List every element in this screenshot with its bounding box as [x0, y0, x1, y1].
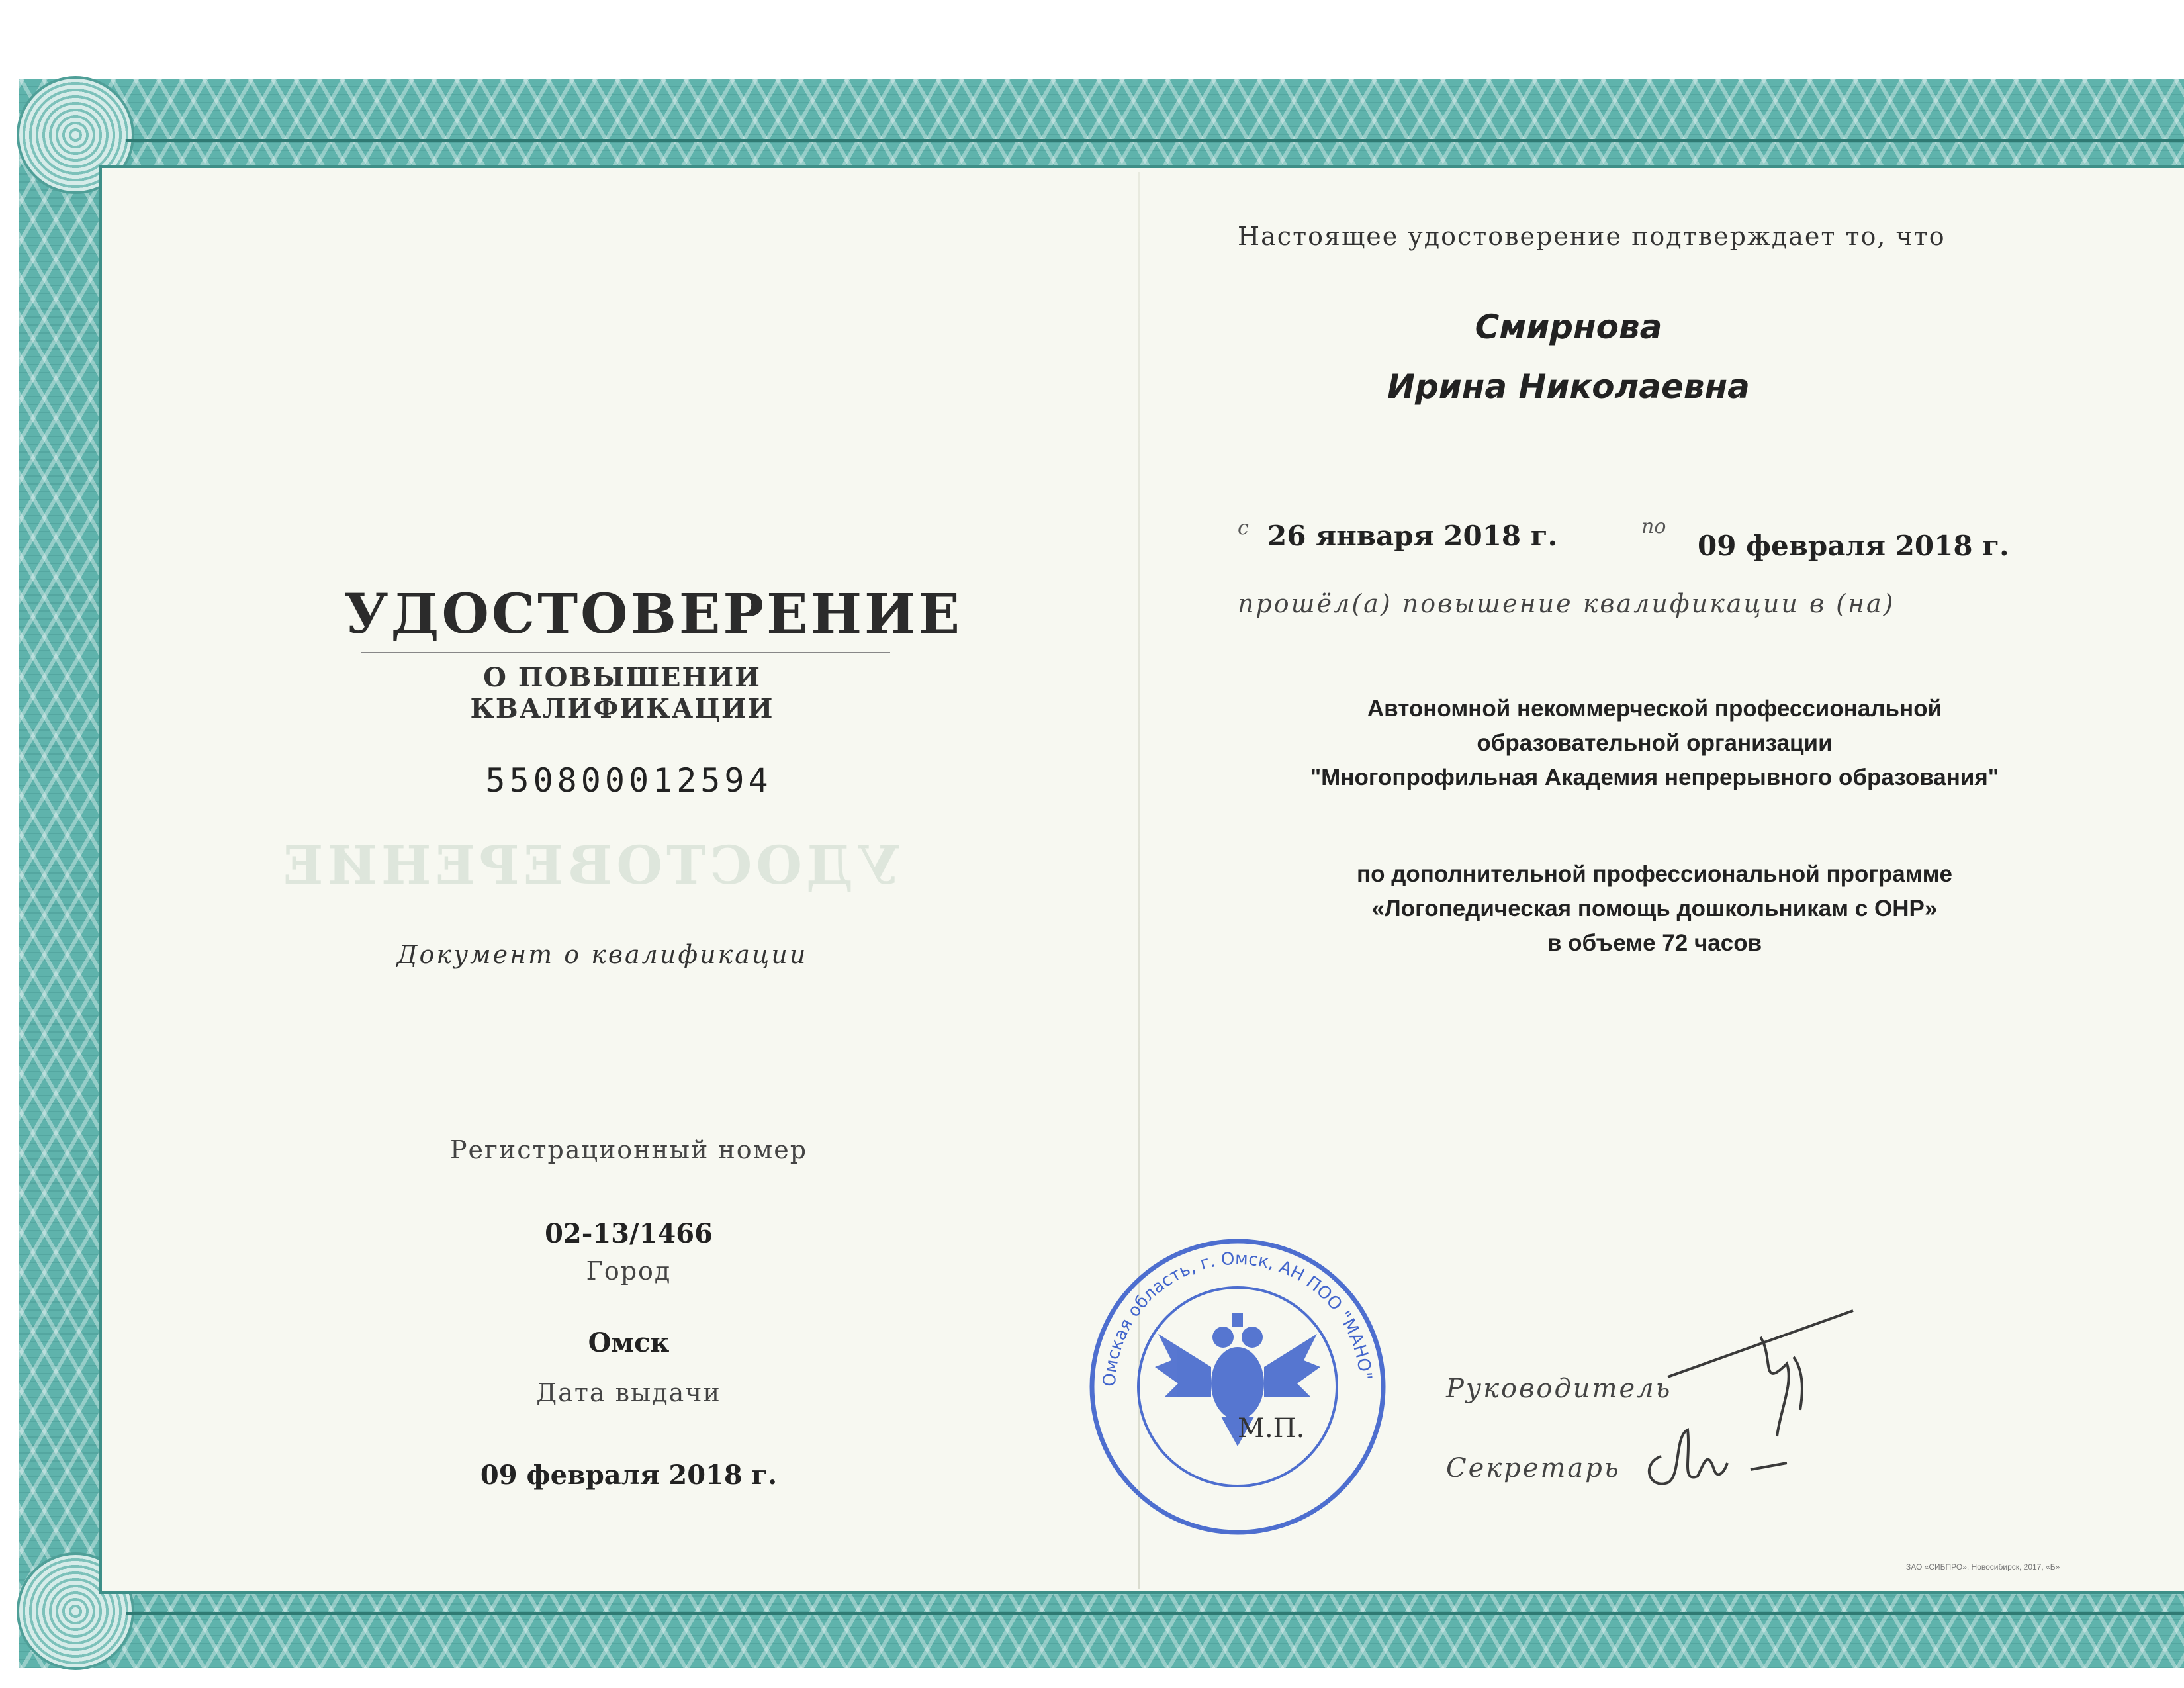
program-block: [1257, 857, 2052, 961]
organization-line: "Многопрофильная Академия непрерывного образования": [1310, 765, 1999, 790]
holder-surname: Смирнова: [1475, 308, 1662, 346]
city-label: Город: [586, 1256, 672, 1286]
organization-block: [1257, 692, 2052, 795]
printer-note: ЗАО «СИБПРО», Новосибирск, 2017, «Б»: [1906, 1562, 2060, 1571]
director-label: Руководитель: [1446, 1374, 1672, 1404]
serial-number: 550800012594: [485, 761, 772, 800]
title-underline: [361, 652, 890, 653]
bleed-through-title: УДОСТОВЕРЕНИЕ: [279, 834, 900, 896]
document-type: Документ о квалификации: [396, 940, 808, 969]
date-to: 09 февраля 2018 г.: [1698, 530, 2009, 562]
frame-line-top: [126, 139, 2184, 142]
program-line: «Логопедическая помощь дошкольникам с ОНР»: [1371, 896, 1938, 921]
organization-line: образовательной организации: [1477, 730, 1833, 756]
registration-number: 02-13/1466: [545, 1218, 713, 1249]
stamp-ring-text: Омская область, г. Омск, АН ПОО "МАНО": [1099, 1248, 1375, 1387]
stamp-place-label: М.П.: [1238, 1413, 1305, 1444]
program-line: в объеме 72 часов: [1547, 930, 1762, 956]
official-stamp: [1085, 1235, 1390, 1539]
frame-line-bottom: [126, 1612, 2184, 1615]
to-label: по: [1641, 515, 1666, 538]
secretary-signature: [1635, 1417, 1807, 1509]
organization-line: Автономной некоммерческой профессиональной: [1367, 696, 1942, 722]
issue-date-label: Дата выдачи: [536, 1378, 721, 1407]
intro-text: Настоящее удостоверение подтверждает то, что: [1238, 222, 1946, 251]
city-value: Омск: [588, 1327, 670, 1358]
date-from: 26 января 2018 г.: [1267, 520, 1558, 552]
passed-text: прошёл(а) повышение квалификации в (на): [1238, 589, 1895, 618]
certificate-subtitle: О ПОВЫШЕНИИ КВАЛИФИКАЦИИ: [470, 662, 774, 724]
certificate-title: УДОСТОВЕРЕНИЕ: [344, 583, 963, 646]
from-label: с: [1238, 516, 1249, 539]
secretary-label: Секретарь: [1446, 1453, 1621, 1483]
registration-label: Регистрационный номер: [449, 1135, 808, 1164]
holder-given-names: Ирина Николаевна: [1387, 367, 1750, 406]
issue-date: 09 февраля 2018 г.: [480, 1460, 778, 1491]
program-line: по дополнительной профессиональной программе: [1356, 861, 1953, 887]
